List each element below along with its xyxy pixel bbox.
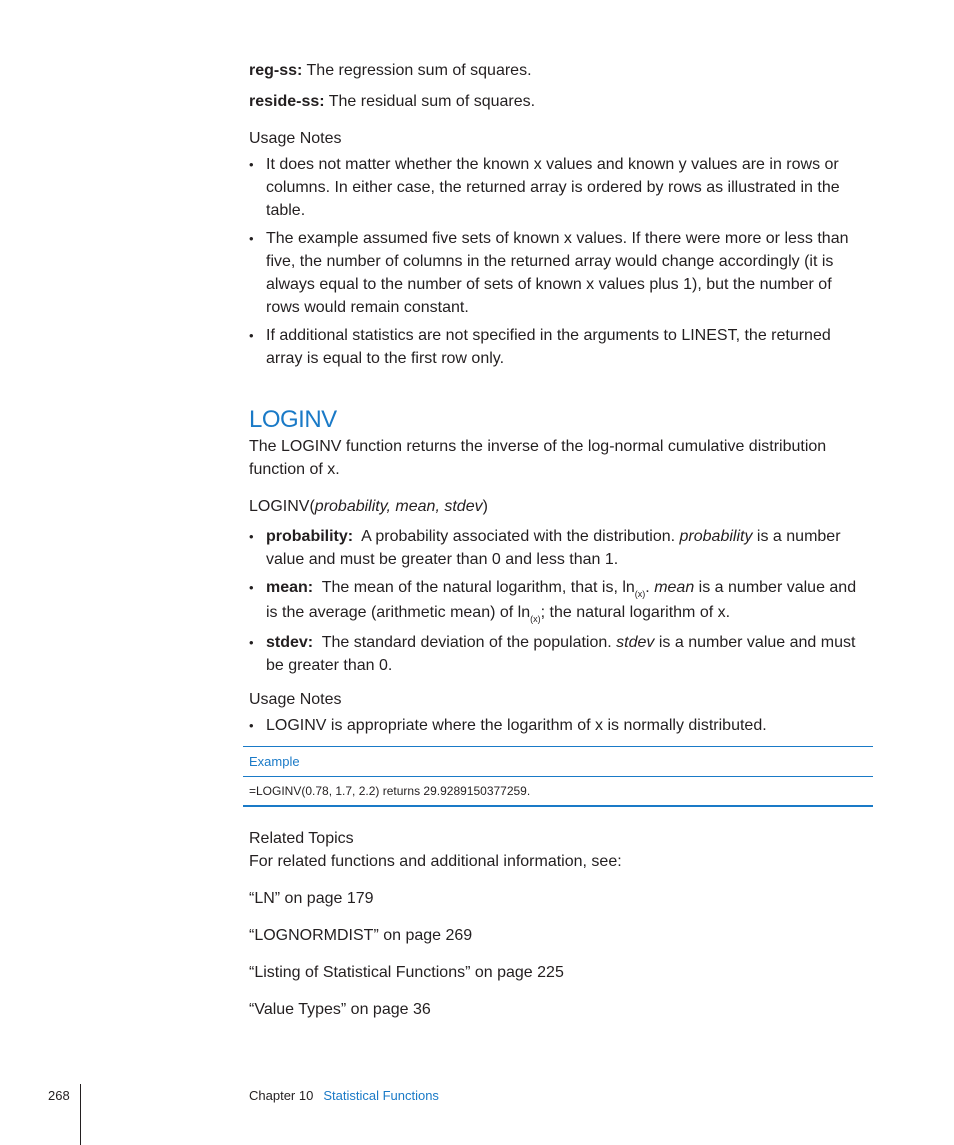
footer-chapter: [249, 1088, 439, 1103]
argument-term: stdev:: [266, 634, 314, 651]
argument-italic: probability: [679, 528, 753, 545]
argument-text: A probability associated with the distribution.: [361, 528, 676, 545]
related-link[interactable]: “LN” on page 179: [249, 890, 374, 907]
list-item: • The example assumed five sets of known x values. If there were more or less than five, the number of columns in the returned array would change accordingly (it is always equal to the number of sets of known x values plus 1), but the number of rows would remain constant.: [249, 227, 864, 319]
argument-text: is a number value and is the average (arithmetic mean) of ln: [266, 579, 857, 621]
argument-stdev: [249, 631, 864, 677]
argument-mean: • mean: The mean of the natural logarithm, that is, $\ln_{(x)}$. mean is a number value and is the average (arithmetic mean) of $\ln_{(x)}$; the natural logarithm of x.: [249, 576, 864, 626]
page-number: 268: [48, 1088, 70, 1103]
definition-reside-ss: [249, 90, 864, 113]
argument-text: is a number value and must be greater than 0 and less than 1.: [266, 528, 841, 568]
chapter-label: Chapter 10: [249, 1088, 314, 1103]
usage-notes-heading: Usage Notes: [249, 691, 342, 708]
usage-notes-list: [249, 714, 864, 737]
argument-probability: [249, 525, 864, 571]
argument-italic: stdev: [616, 634, 655, 651]
related-heading: Related Topics: [249, 830, 354, 847]
subscript: (x): [634, 589, 646, 599]
function-syntax: LOGINV(probability, mean, stdev): [249, 498, 488, 515]
example-table: [243, 746, 873, 807]
argument-text: The mean of the natural logarithm, that is, ln: [321, 579, 635, 596]
related-link[interactable]: “LOGNORMDIST” on page 269: [249, 927, 473, 944]
related-link[interactable]: “Listing of Statistical Functions” on page 225: [249, 964, 564, 981]
list-item: • LOGINV is appropriate where the logarithm of x is normally distributed.: [249, 714, 864, 737]
definition-list: [249, 59, 864, 113]
argument-italic: mean: [654, 579, 695, 596]
example-heading: Example: [243, 747, 873, 777]
related-topics: [249, 828, 864, 1021]
definition-term: reside-ss:: [249, 93, 325, 110]
argument-list: [249, 525, 864, 677]
chapter-title: Statistical Functions: [323, 1088, 439, 1103]
definition-reg-ss: [249, 59, 864, 82]
argument-text: is a number value and must be greater than 0.: [266, 634, 856, 674]
argument-text: ; the natural logarithm of x.: [540, 604, 731, 621]
argument-term: probability:: [266, 528, 354, 545]
section-description: The LOGINV function returns the inverse of the log-normal cumulative distribution function of x.: [249, 438, 827, 478]
usage-notes-linest: [249, 128, 864, 370]
definition-text: The residual sum of squares.: [328, 93, 536, 110]
usage-notes-heading: Usage Notes: [249, 130, 342, 147]
section-title: LOGINV: [249, 406, 337, 433]
related-intro: For related functions and additional information, see:: [249, 853, 622, 870]
loginv-section: [249, 406, 864, 737]
usage-notes-list: [249, 153, 864, 370]
argument-text: The standard deviation of the population.: [321, 634, 612, 651]
list-item: • It does not matter whether the known x values and known y values are in rows or columns. In either case, the returned array is ordered by rows as illustrated in the table.: [249, 153, 864, 222]
subscript: (x): [530, 614, 541, 624]
related-link[interactable]: “Value Types” on page 36: [249, 1001, 431, 1018]
list-item: • If additional statistics are not specified in the arguments to LINEST, the returned array is equal to the first row only.: [249, 324, 864, 370]
syntax-args: probability, mean, stdev: [314, 498, 483, 515]
syntax-name: LOGINV: [249, 498, 310, 515]
definition-term: reg-ss:: [249, 62, 303, 79]
footer-divider: [80, 1084, 81, 1145]
definition-text: The regression sum of squares.: [306, 62, 532, 79]
example-row: =LOGINV(0.78, 1.7, 2.2) returns 29.9289150377259.: [249, 784, 531, 798]
argument-term: mean:: [266, 579, 314, 596]
